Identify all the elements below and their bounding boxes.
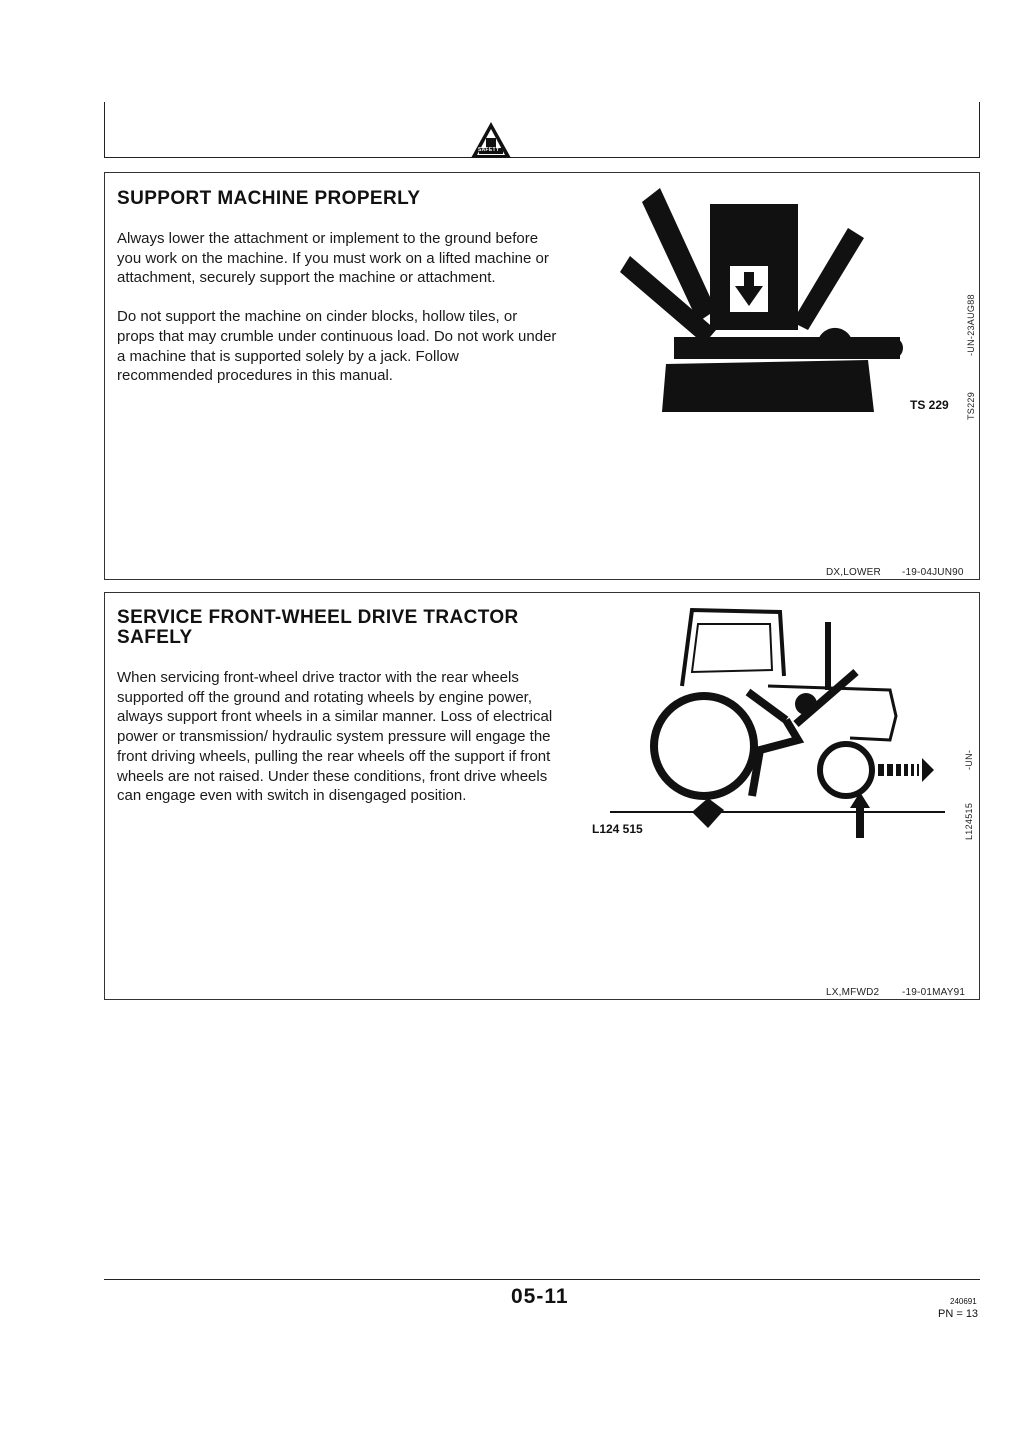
figure-1-label: TS 229: [910, 398, 949, 412]
section-2-ref-code: LX,MFWD2: [826, 987, 880, 998]
pn-number: PN = 13: [938, 1308, 979, 1320]
section-2-ref-date: -19-01MAY91: [902, 987, 966, 998]
section-1-title: SUPPORT MACHINE PROPERLY: [117, 188, 421, 209]
safety-alert-icon: [469, 120, 513, 160]
print-code: 240691: [950, 1297, 977, 1306]
section-2-body: [117, 668, 557, 825]
section-1-ref-date: -19-04JUN90: [902, 567, 964, 578]
footer-rule: [104, 1279, 980, 1280]
section-1-paragraph: Do not support the machine on cinder blocks, hollow tiles, or props that may crumble under continuous load. Do not work under a machine that is supported solely by a jack. Follow recommended procedures in this manual.: [117, 308, 557, 385]
support-machine-illustration: [612, 180, 912, 416]
figure-1-side-code: -UN-23AUG88: [966, 294, 976, 356]
section-2-title-line-2: SAFELY: [117, 627, 193, 648]
figure-2-side-code-2: L124515: [964, 802, 974, 840]
figure-2-label: L124 515: [592, 822, 643, 836]
section-2-title-line-1: SERVICE FRONT-WHEEL DRIVE TRACTOR: [117, 607, 519, 628]
safety-icon-label: SAFETY: [478, 147, 500, 153]
section-1-ref-code: DX,LOWER: [826, 567, 881, 578]
figure-1-side-code-2: TS229: [966, 391, 976, 420]
tractor-service-illustration: [600, 600, 960, 840]
header-bottom-rule: [104, 157, 980, 158]
section-1-paragraph: Always lower the attachment or implement to the ground before you work on the machine. If you must work on a lifted machine or attachment, securely support the machine or attachment.: [117, 230, 549, 287]
section-2-paragraph: When servicing front-wheel drive tractor with the rear wheels supported off the ground and rotating wheels by engine power, always support front wheels in a similar manner. Loss of electrical power or transmission/ hydraulic system pressure will engage the front driving wheels, pulling the rear wheels off the support if front wheels are not raised. Under these conditions, front drive wheels can engage even with switch in disengaged position.: [117, 669, 553, 805]
header-right-rule: [979, 102, 980, 158]
section-1-body: [117, 229, 557, 405]
figure-2-side-code: -UN-: [964, 749, 974, 770]
header-left-rule: [104, 102, 105, 158]
page-number: 05-11: [511, 1285, 569, 1308]
